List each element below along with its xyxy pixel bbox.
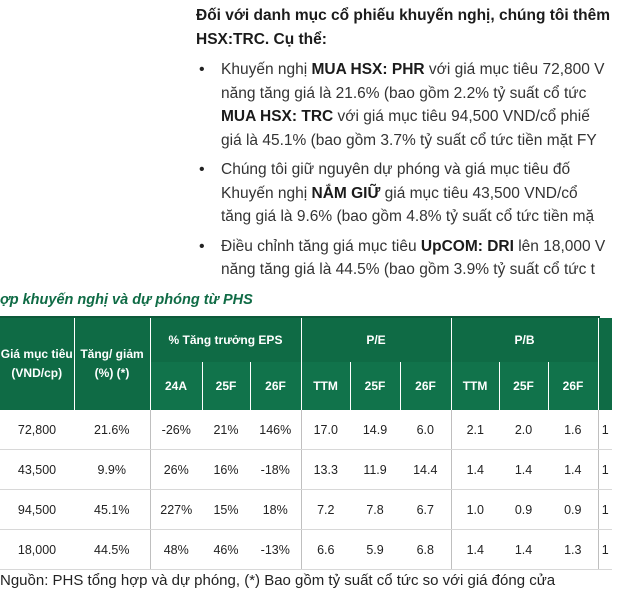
table-row bbox=[0, 410, 612, 450]
table-row bbox=[0, 530, 612, 570]
cell-pe: 6.0 bbox=[400, 410, 451, 450]
cell-pe: 17.0 bbox=[301, 410, 350, 450]
cell-eps: 146% bbox=[250, 410, 301, 450]
text: năng tăng giá là 21.6% (bao gồm 2.2% tỷ suất cổ tức bbox=[221, 84, 587, 102]
text: giá mục tiêu 43,500 VND/cổ bbox=[380, 184, 578, 202]
cell-extra: 1 bbox=[598, 410, 612, 450]
cell-pe: 11.9 bbox=[350, 450, 400, 490]
group-eps-growth: % Tăng trưởng EPS bbox=[150, 318, 301, 362]
col-target-price: Giá mục tiêu (VND/cp) bbox=[0, 318, 74, 410]
cell-target: 94,500 bbox=[0, 490, 74, 530]
cell-change: 21.6% bbox=[74, 410, 150, 450]
table-row bbox=[0, 450, 612, 490]
cell-pe: 7.8 bbox=[350, 490, 400, 530]
text: với giá mục tiêu 94,500 VND/cổ phiế bbox=[333, 108, 590, 125]
text: tăng giá là 9.6% (bao gồm 4.8% tỷ suất cổ tức tiền mặ bbox=[221, 208, 595, 225]
recommendation-table-wrap bbox=[0, 316, 609, 572]
text: Khuyến nghị bbox=[221, 184, 312, 202]
text: lên 18,000 V bbox=[513, 237, 606, 255]
ticker-phr: MUA HSX: PHR bbox=[311, 61, 425, 78]
sub-pb-26f: 26F bbox=[548, 362, 598, 410]
cell-eps: 48% bbox=[150, 530, 202, 570]
text: với giá mục tiêu 72,800 V bbox=[424, 61, 605, 78]
sub-pe-26f: 26F bbox=[400, 362, 451, 410]
cell-extra: 1 bbox=[598, 490, 612, 530]
group-pb: P/B bbox=[451, 318, 598, 362]
cell-eps: 21% bbox=[202, 410, 250, 450]
cell-pb: 1.4 bbox=[499, 530, 548, 570]
cell-extra: 1 bbox=[598, 450, 612, 490]
cell-pe: 6.8 bbox=[400, 530, 451, 570]
cell-pb: 1.6 bbox=[548, 410, 598, 450]
text: Khuyến nghị bbox=[221, 61, 312, 78]
recommendation-list bbox=[0, 58, 640, 288]
cell-pe: 6.6 bbox=[301, 530, 350, 570]
cell-pb: 1.0 bbox=[451, 490, 499, 530]
sub-pb-25f: 25F bbox=[499, 362, 548, 410]
cell-pb: 1.4 bbox=[451, 450, 499, 490]
ticker-dri: UpCOM: DRI bbox=[420, 237, 514, 255]
intro-paragraph bbox=[196, 4, 616, 52]
cell-pe: 6.7 bbox=[400, 490, 451, 530]
cell-pb: 2.1 bbox=[451, 410, 499, 450]
text: năng tăng giá là 44.5% (bao gồm 3.9% tỷ suất cổ tức t bbox=[221, 261, 595, 278]
cell-eps: 227% bbox=[150, 490, 202, 530]
cell-change: 44.5% bbox=[74, 530, 150, 570]
bullet-phr-trc bbox=[0, 58, 640, 152]
cell-pe: 13.3 bbox=[301, 450, 350, 490]
source-note: Nguồn: PHS tổng hợp và dự phóng, (*) Bao gồm tỷ suất cổ tức so với giá đóng cửa bbox=[0, 572, 556, 589]
cell-target: 18,000 bbox=[0, 530, 74, 570]
sub-pb-ttm: TTM bbox=[451, 362, 499, 410]
table-title: ợp khuyến nghị và dự phóng từ PHS bbox=[0, 292, 253, 308]
cell-target: 43,500 bbox=[0, 450, 74, 490]
bullet-dri bbox=[0, 235, 640, 282]
sub-eps-25f: 25F bbox=[202, 362, 250, 410]
cell-eps: -13% bbox=[250, 530, 301, 570]
cell-extra: 1 bbox=[598, 530, 612, 570]
cell-eps: 26% bbox=[150, 450, 202, 490]
cell-pe: 5.9 bbox=[350, 530, 400, 570]
cell-pb: 1.3 bbox=[548, 530, 598, 570]
group-pe: P/E bbox=[301, 318, 451, 362]
ticker-trc: MUA HSX: TRC bbox=[221, 108, 334, 125]
intro-line-1: Đối với danh mục cổ phiếu khuyến nghị, chúng tôi thêm bbox=[196, 7, 611, 24]
cell-eps: 46% bbox=[202, 530, 250, 570]
table-row bbox=[0, 490, 612, 530]
cell-pe: 14.4 bbox=[400, 450, 451, 490]
cell-eps: 18% bbox=[250, 490, 301, 530]
cell-pb: 2.0 bbox=[499, 410, 548, 450]
cell-eps: 15% bbox=[202, 490, 250, 530]
cell-pb: 1.4 bbox=[451, 530, 499, 570]
intro-line-2: HSX:TRC. Cụ thể: bbox=[196, 31, 327, 48]
cell-change: 45.1% bbox=[74, 490, 150, 530]
cell-eps: -18% bbox=[250, 450, 301, 490]
sub-eps-24a: 24A bbox=[150, 362, 202, 410]
text: • Chúng tôi giữ nguyên dự phóng và giá mục tiêu đố bbox=[221, 161, 571, 178]
col-change: Tăng/ giảm (%) (*) bbox=[74, 318, 150, 410]
cell-eps: 16% bbox=[202, 450, 250, 490]
text: Điều chỉnh tăng giá mục tiêu bbox=[221, 237, 421, 255]
cell-pb: 0.9 bbox=[548, 490, 598, 530]
cell-target: 72,800 bbox=[0, 410, 74, 450]
hold-label: NẮM GIỮ bbox=[311, 184, 381, 202]
cell-pe: 7.2 bbox=[301, 490, 350, 530]
col-extra bbox=[598, 318, 612, 410]
cell-pe: 14.9 bbox=[350, 410, 400, 450]
sub-pe-ttm: TTM bbox=[301, 362, 350, 410]
recommendation-table bbox=[0, 318, 613, 570]
cell-change: 9.9% bbox=[74, 450, 150, 490]
text: giá là 45.1% (bao gồm 3.7% tỷ suất cổ tức tiền mặt FY bbox=[221, 131, 597, 149]
cell-pb: 0.9 bbox=[499, 490, 548, 530]
bullet-hold bbox=[0, 158, 640, 229]
sub-pe-25f: 25F bbox=[350, 362, 400, 410]
cell-pb: 1.4 bbox=[499, 450, 548, 490]
sub-eps-26f: 26F bbox=[250, 362, 301, 410]
cell-eps: -26% bbox=[150, 410, 202, 450]
cell-pb: 1.4 bbox=[548, 450, 598, 490]
